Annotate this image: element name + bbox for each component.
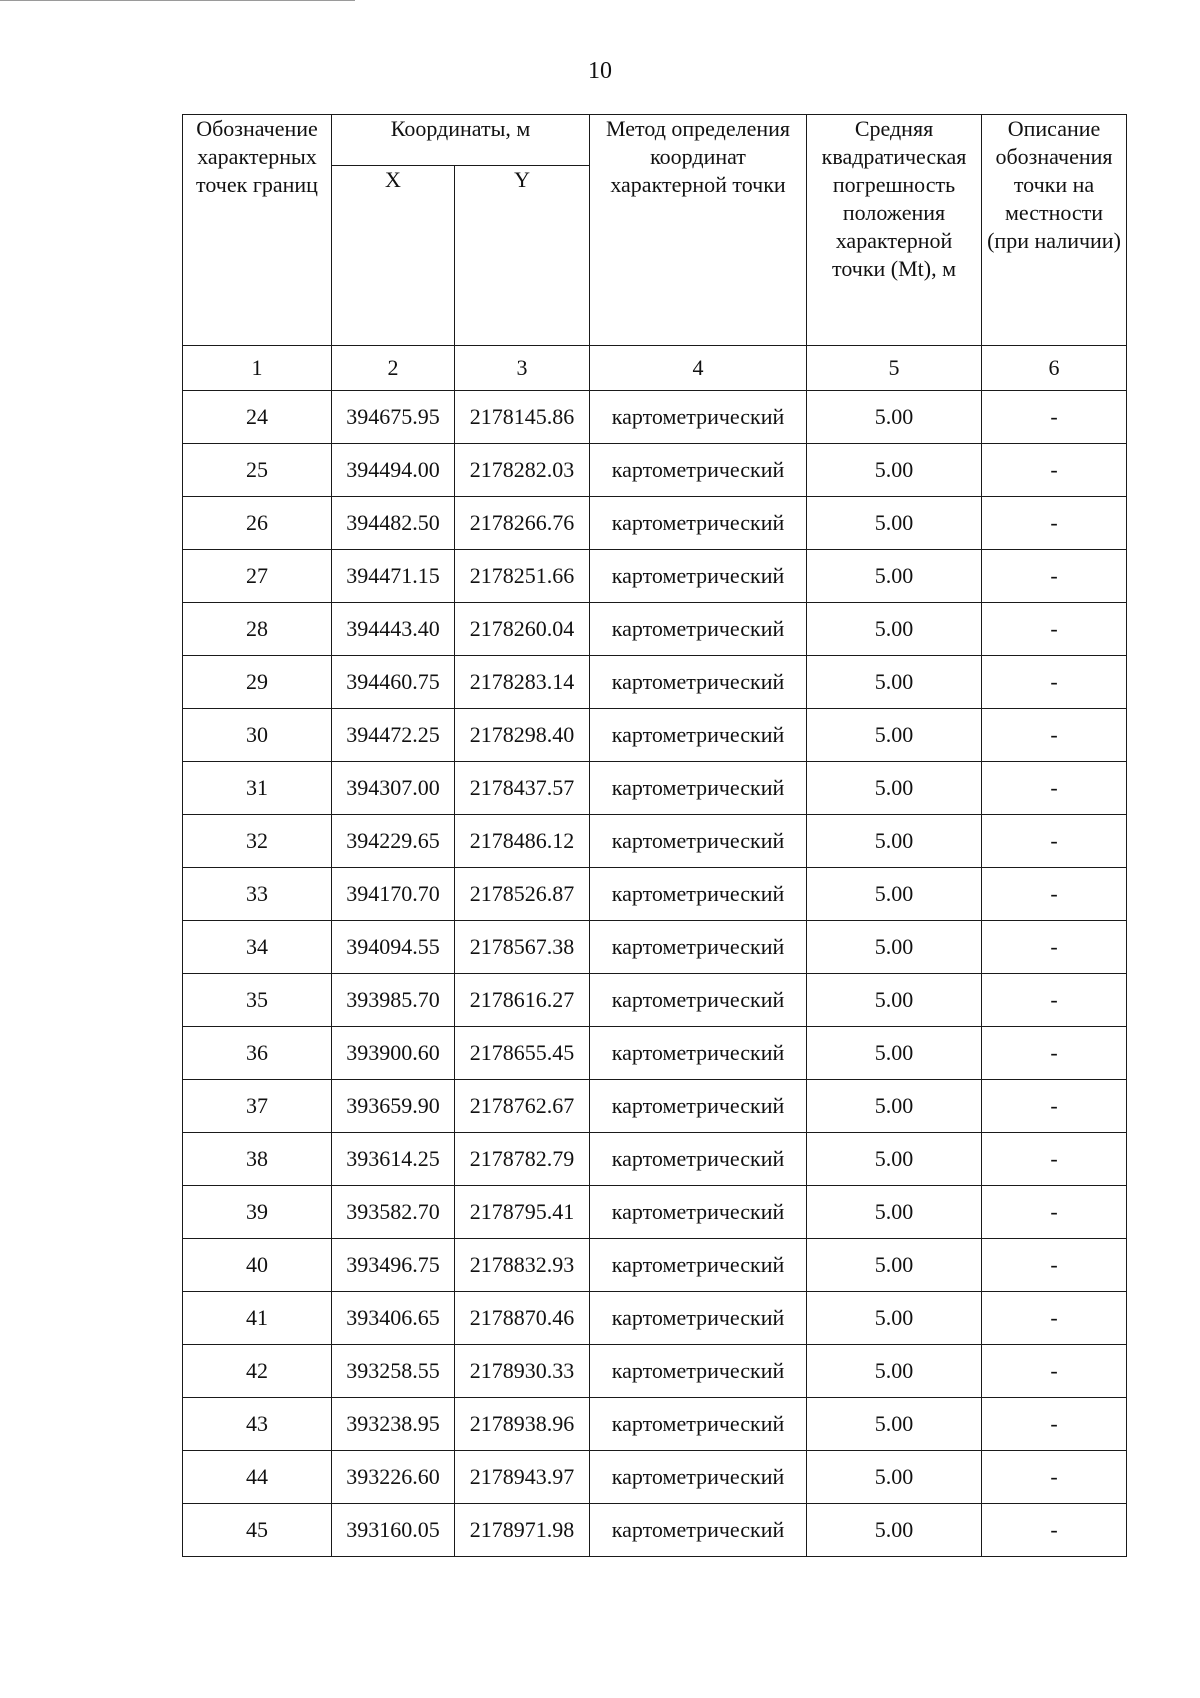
cell-point-number: 41 xyxy=(183,1292,332,1345)
cell-method: картометрический xyxy=(590,921,807,974)
cell-method: картометрический xyxy=(590,1239,807,1292)
column-number: 6 xyxy=(982,346,1127,391)
cell-method: картометрический xyxy=(590,709,807,762)
cell-point-number: 24 xyxy=(183,391,332,444)
cell-description: - xyxy=(982,921,1127,974)
cell-mean-error: 5.00 xyxy=(807,709,982,762)
header-coordinates: Координаты, м xyxy=(332,115,590,166)
cell-description: - xyxy=(982,1239,1127,1292)
table-row xyxy=(183,1133,1127,1186)
cell-y-coordinate: 2178283.14 xyxy=(455,656,590,709)
cell-y-coordinate: 2178616.27 xyxy=(455,974,590,1027)
cell-method: картометрический xyxy=(590,1292,807,1345)
cell-description: - xyxy=(982,497,1127,550)
cell-method: картометрический xyxy=(590,497,807,550)
cell-method: картометрический xyxy=(590,1504,807,1557)
cell-method: картометрический xyxy=(590,815,807,868)
column-number: 1 xyxy=(183,346,332,391)
table-header-row xyxy=(183,115,1127,166)
cell-description: - xyxy=(982,1504,1127,1557)
cell-x-coordinate: 394443.40 xyxy=(332,603,455,656)
cell-description: - xyxy=(982,1345,1127,1398)
cell-y-coordinate: 2178251.66 xyxy=(455,550,590,603)
cell-x-coordinate: 394471.15 xyxy=(332,550,455,603)
cell-mean-error: 5.00 xyxy=(807,656,982,709)
cell-mean-error: 5.00 xyxy=(807,550,982,603)
cell-description: - xyxy=(982,444,1127,497)
cell-method: картометрический xyxy=(590,1027,807,1080)
cell-y-coordinate: 2178145.86 xyxy=(455,391,590,444)
cell-x-coordinate: 394307.00 xyxy=(332,762,455,815)
cell-mean-error: 5.00 xyxy=(807,921,982,974)
cell-mean-error: 5.00 xyxy=(807,974,982,1027)
cell-method: картометрический xyxy=(590,603,807,656)
cell-description: - xyxy=(982,1292,1127,1345)
cell-point-number: 40 xyxy=(183,1239,332,1292)
column-number: 3 xyxy=(455,346,590,391)
cell-point-number: 37 xyxy=(183,1080,332,1133)
cell-point-number: 32 xyxy=(183,815,332,868)
header-x: X xyxy=(332,165,455,345)
cell-mean-error: 5.00 xyxy=(807,1027,982,1080)
cell-x-coordinate: 393406.65 xyxy=(332,1292,455,1345)
cell-x-coordinate: 394472.25 xyxy=(332,709,455,762)
table-row xyxy=(183,1451,1127,1504)
cell-x-coordinate: 393160.05 xyxy=(332,1504,455,1557)
cell-method: картометрический xyxy=(590,656,807,709)
cell-method: картометрический xyxy=(590,1080,807,1133)
cell-description: - xyxy=(982,1186,1127,1239)
cell-description: - xyxy=(982,656,1127,709)
cell-point-number: 42 xyxy=(183,1345,332,1398)
cell-mean-error: 5.00 xyxy=(807,1292,982,1345)
cell-mean-error: 5.00 xyxy=(807,1080,982,1133)
cell-x-coordinate: 394675.95 xyxy=(332,391,455,444)
table-row xyxy=(183,1239,1127,1292)
cell-point-number: 29 xyxy=(183,656,332,709)
table-row xyxy=(183,603,1127,656)
cell-description: - xyxy=(982,1080,1127,1133)
cell-y-coordinate: 2178655.45 xyxy=(455,1027,590,1080)
cell-x-coordinate: 393496.75 xyxy=(332,1239,455,1292)
table-row xyxy=(183,868,1127,921)
cell-y-coordinate: 2178266.76 xyxy=(455,497,590,550)
cell-y-coordinate: 2178526.87 xyxy=(455,868,590,921)
cell-x-coordinate: 394494.00 xyxy=(332,444,455,497)
cell-description: - xyxy=(982,1398,1127,1451)
cell-description: - xyxy=(982,762,1127,815)
cell-point-number: 33 xyxy=(183,868,332,921)
cell-description: - xyxy=(982,1027,1127,1080)
header-mean-error: Средняя квадратическая погрешность положения характерной точки (Mt), м xyxy=(807,115,982,346)
cell-description: - xyxy=(982,603,1127,656)
cell-description: - xyxy=(982,391,1127,444)
table-row xyxy=(183,974,1127,1027)
cell-description: - xyxy=(982,550,1127,603)
cell-x-coordinate: 394094.55 xyxy=(332,921,455,974)
scan-edge-line xyxy=(0,0,355,1)
cell-mean-error: 5.00 xyxy=(807,497,982,550)
cell-method: картометрический xyxy=(590,868,807,921)
cell-x-coordinate: 393226.60 xyxy=(332,1451,455,1504)
cell-point-number: 36 xyxy=(183,1027,332,1080)
table-row xyxy=(183,1398,1127,1451)
cell-x-coordinate: 394482.50 xyxy=(332,497,455,550)
table-row xyxy=(183,444,1127,497)
cell-point-number: 43 xyxy=(183,1398,332,1451)
cell-method: картометрический xyxy=(590,974,807,1027)
cell-method: картометрический xyxy=(590,550,807,603)
table-row xyxy=(183,1186,1127,1239)
cell-y-coordinate: 2178762.67 xyxy=(455,1080,590,1133)
cell-x-coordinate: 393900.60 xyxy=(332,1027,455,1080)
cell-description: - xyxy=(982,815,1127,868)
cell-y-coordinate: 2178870.46 xyxy=(455,1292,590,1345)
table-row xyxy=(183,1080,1127,1133)
table-row xyxy=(183,709,1127,762)
cell-y-coordinate: 2178938.96 xyxy=(455,1398,590,1451)
cell-mean-error: 5.00 xyxy=(807,1398,982,1451)
table-row xyxy=(183,391,1127,444)
cell-mean-error: 5.00 xyxy=(807,603,982,656)
table-row xyxy=(183,1292,1127,1345)
cell-method: картометрический xyxy=(590,391,807,444)
cell-mean-error: 5.00 xyxy=(807,868,982,921)
cell-y-coordinate: 2178282.03 xyxy=(455,444,590,497)
cell-point-number: 31 xyxy=(183,762,332,815)
cell-y-coordinate: 2178437.57 xyxy=(455,762,590,815)
page-number: 10 xyxy=(588,58,612,84)
cell-point-number: 39 xyxy=(183,1186,332,1239)
cell-mean-error: 5.00 xyxy=(807,444,982,497)
column-number-row xyxy=(183,346,1127,391)
cell-x-coordinate: 393659.90 xyxy=(332,1080,455,1133)
cell-x-coordinate: 393258.55 xyxy=(332,1345,455,1398)
cell-description: - xyxy=(982,868,1127,921)
table-row xyxy=(183,497,1127,550)
cell-point-number: 35 xyxy=(183,974,332,1027)
boundary-points-table xyxy=(182,114,1127,1557)
cell-method: картометрический xyxy=(590,1186,807,1239)
cell-mean-error: 5.00 xyxy=(807,815,982,868)
cell-mean-error: 5.00 xyxy=(807,762,982,815)
cell-x-coordinate: 393238.95 xyxy=(332,1398,455,1451)
cell-method: картометрический xyxy=(590,444,807,497)
cell-y-coordinate: 2178930.33 xyxy=(455,1345,590,1398)
cell-mean-error: 5.00 xyxy=(807,1345,982,1398)
cell-mean-error: 5.00 xyxy=(807,1451,982,1504)
cell-mean-error: 5.00 xyxy=(807,1504,982,1557)
header-method: Метод определения координат характерной точки xyxy=(590,115,807,346)
cell-mean-error: 5.00 xyxy=(807,1239,982,1292)
cell-description: - xyxy=(982,974,1127,1027)
cell-point-number: 38 xyxy=(183,1133,332,1186)
cell-point-number: 45 xyxy=(183,1504,332,1557)
header-y: Y xyxy=(455,165,590,345)
cell-x-coordinate: 393985.70 xyxy=(332,974,455,1027)
cell-point-number: 28 xyxy=(183,603,332,656)
cell-mean-error: 5.00 xyxy=(807,1133,982,1186)
table-row xyxy=(183,550,1127,603)
cell-x-coordinate: 394460.75 xyxy=(332,656,455,709)
cell-point-number: 44 xyxy=(183,1451,332,1504)
cell-mean-error: 5.00 xyxy=(807,1186,982,1239)
cell-y-coordinate: 2178795.41 xyxy=(455,1186,590,1239)
cell-point-number: 26 xyxy=(183,497,332,550)
cell-mean-error: 5.00 xyxy=(807,391,982,444)
cell-method: картометрический xyxy=(590,1451,807,1504)
cell-description: - xyxy=(982,1133,1127,1186)
table-row xyxy=(183,1345,1127,1398)
cell-point-number: 27 xyxy=(183,550,332,603)
cell-description: - xyxy=(982,709,1127,762)
header-point-designation: Обозначение характерных точек границ xyxy=(183,115,332,346)
cell-y-coordinate: 2178832.93 xyxy=(455,1239,590,1292)
table-row xyxy=(183,921,1127,974)
cell-method: картометрический xyxy=(590,1398,807,1451)
cell-point-number: 25 xyxy=(183,444,332,497)
cell-description: - xyxy=(982,1451,1127,1504)
cell-method: картометрический xyxy=(590,1133,807,1186)
table-row xyxy=(183,762,1127,815)
cell-y-coordinate: 2178567.38 xyxy=(455,921,590,974)
header-description: Описание обозначения точки на местности (при наличии) xyxy=(982,115,1127,346)
cell-y-coordinate: 2178260.04 xyxy=(455,603,590,656)
cell-x-coordinate: 394170.70 xyxy=(332,868,455,921)
cell-point-number: 34 xyxy=(183,921,332,974)
column-number: 2 xyxy=(332,346,455,391)
cell-y-coordinate: 2178971.98 xyxy=(455,1504,590,1557)
cell-x-coordinate: 393582.70 xyxy=(332,1186,455,1239)
cell-x-coordinate: 393614.25 xyxy=(332,1133,455,1186)
table-body xyxy=(183,391,1127,1557)
table-row xyxy=(183,1027,1127,1080)
cell-y-coordinate: 2178943.97 xyxy=(455,1451,590,1504)
table-row xyxy=(183,815,1127,868)
cell-y-coordinate: 2178782.79 xyxy=(455,1133,590,1186)
table-row xyxy=(183,1504,1127,1557)
table-row xyxy=(183,656,1127,709)
cell-x-coordinate: 394229.65 xyxy=(332,815,455,868)
cell-y-coordinate: 2178486.12 xyxy=(455,815,590,868)
cell-point-number: 30 xyxy=(183,709,332,762)
cell-y-coordinate: 2178298.40 xyxy=(455,709,590,762)
column-number: 4 xyxy=(590,346,807,391)
cell-method: картометрический xyxy=(590,762,807,815)
column-number: 5 xyxy=(807,346,982,391)
cell-method: картометрический xyxy=(590,1345,807,1398)
